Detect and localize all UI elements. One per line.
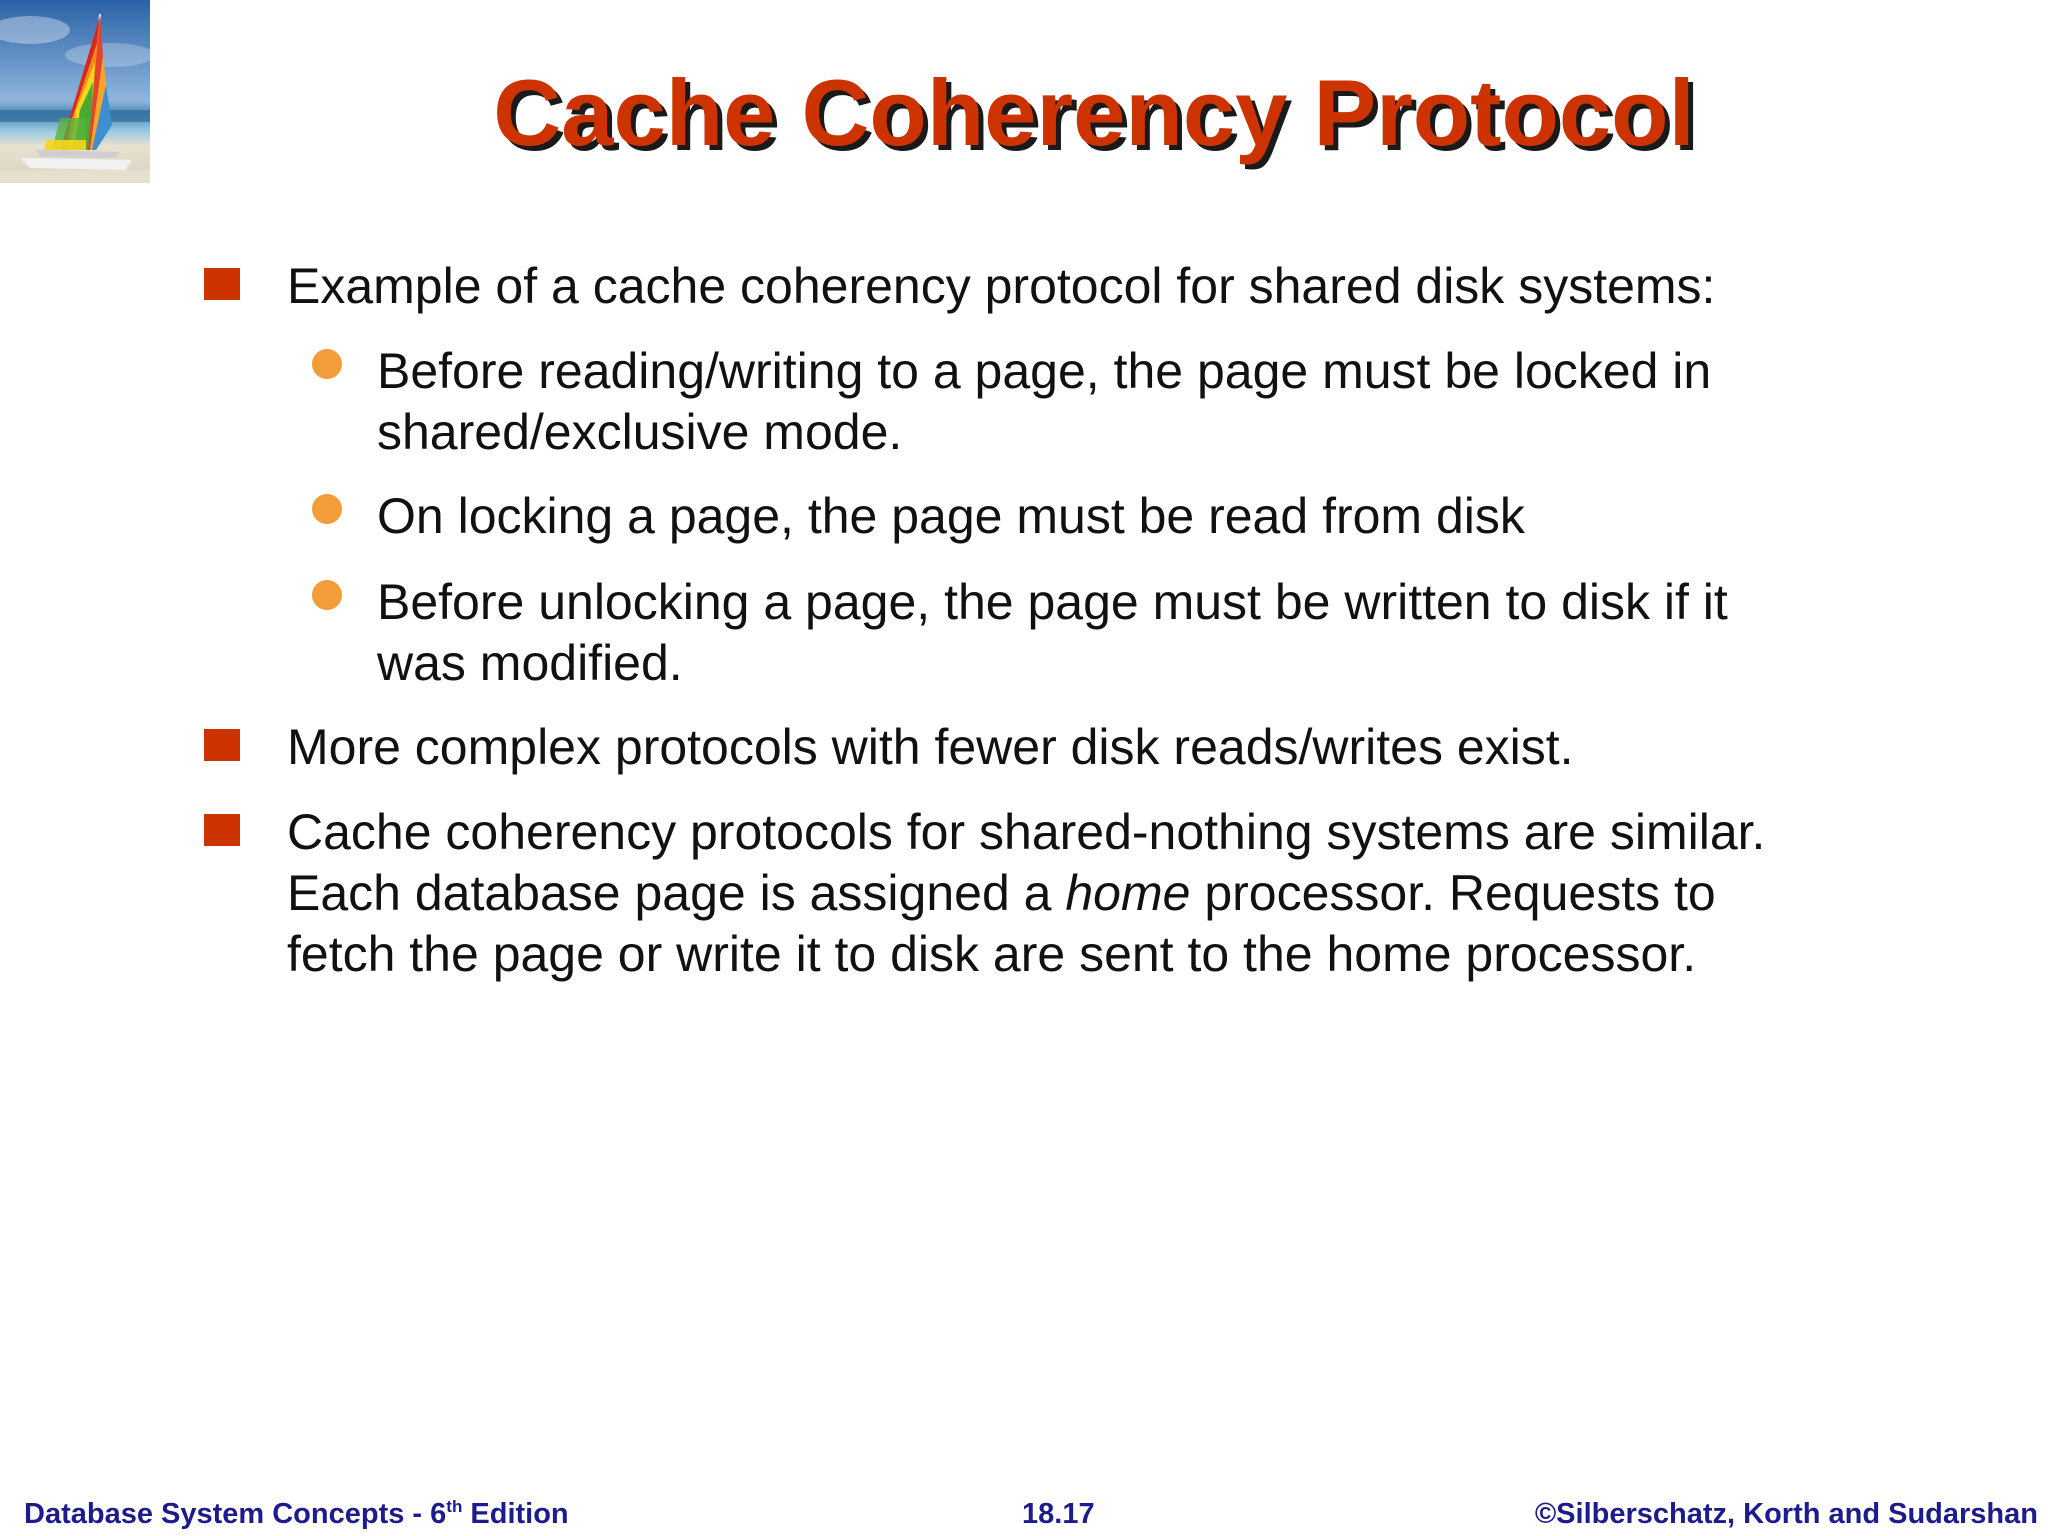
footer-book-title-main: Database System Concepts - 6 — [24, 1498, 447, 1530]
footer-copyright: ©Silberschatz, Korth and Sudarshan — [1534, 1498, 2038, 1530]
circle-bullet-icon — [312, 494, 342, 524]
sub-bullet-text: Before unlocking a page, the page must be written to disk if it — [377, 574, 1728, 630]
footer-book-title-suffix: Edition — [462, 1498, 569, 1530]
sub-bullet-text: On locking a page, the page must be read from disk — [377, 488, 1525, 544]
circle-bullet-icon — [312, 580, 342, 610]
sub-bullet-text: was modified. — [377, 635, 683, 691]
footer-slide-number: 18.17 — [1022, 1498, 1095, 1530]
emphasis-home: home — [1065, 865, 1191, 921]
slide-title: Cache Coherency Protocol — [493, 60, 1695, 165]
sub-bullet-text: shared/exclusive mode. — [377, 404, 903, 460]
footer-edition-superscript: th — [446, 1497, 463, 1516]
footer-book-title — [24, 1496, 569, 1532]
bullet-text: fetch the page or write it to disk are sent to the home processor. — [287, 926, 1697, 982]
sub-bullet-text: Before reading/writing to a page, the page must be locked in — [377, 343, 1712, 399]
square-bullet-icon — [204, 268, 240, 300]
bullet-text-segment: Each database page is assigned a — [287, 865, 1066, 921]
square-bullet-icon — [204, 814, 240, 846]
square-bullet-icon — [204, 729, 240, 761]
circle-bullet-icon — [312, 349, 342, 379]
bullet-text: Example of a cache coherency protocol for shared disk systems: — [287, 258, 1716, 314]
bullet-text: Cache coherency protocols for shared-nothing systems are similar. — [287, 804, 1766, 860]
bullet-text-line — [287, 863, 1716, 924]
bullet-text-segment: processor. Requests to — [1190, 865, 1716, 921]
bullet-text: More complex protocols with fewer disk reads/writes exist. — [287, 719, 1574, 775]
